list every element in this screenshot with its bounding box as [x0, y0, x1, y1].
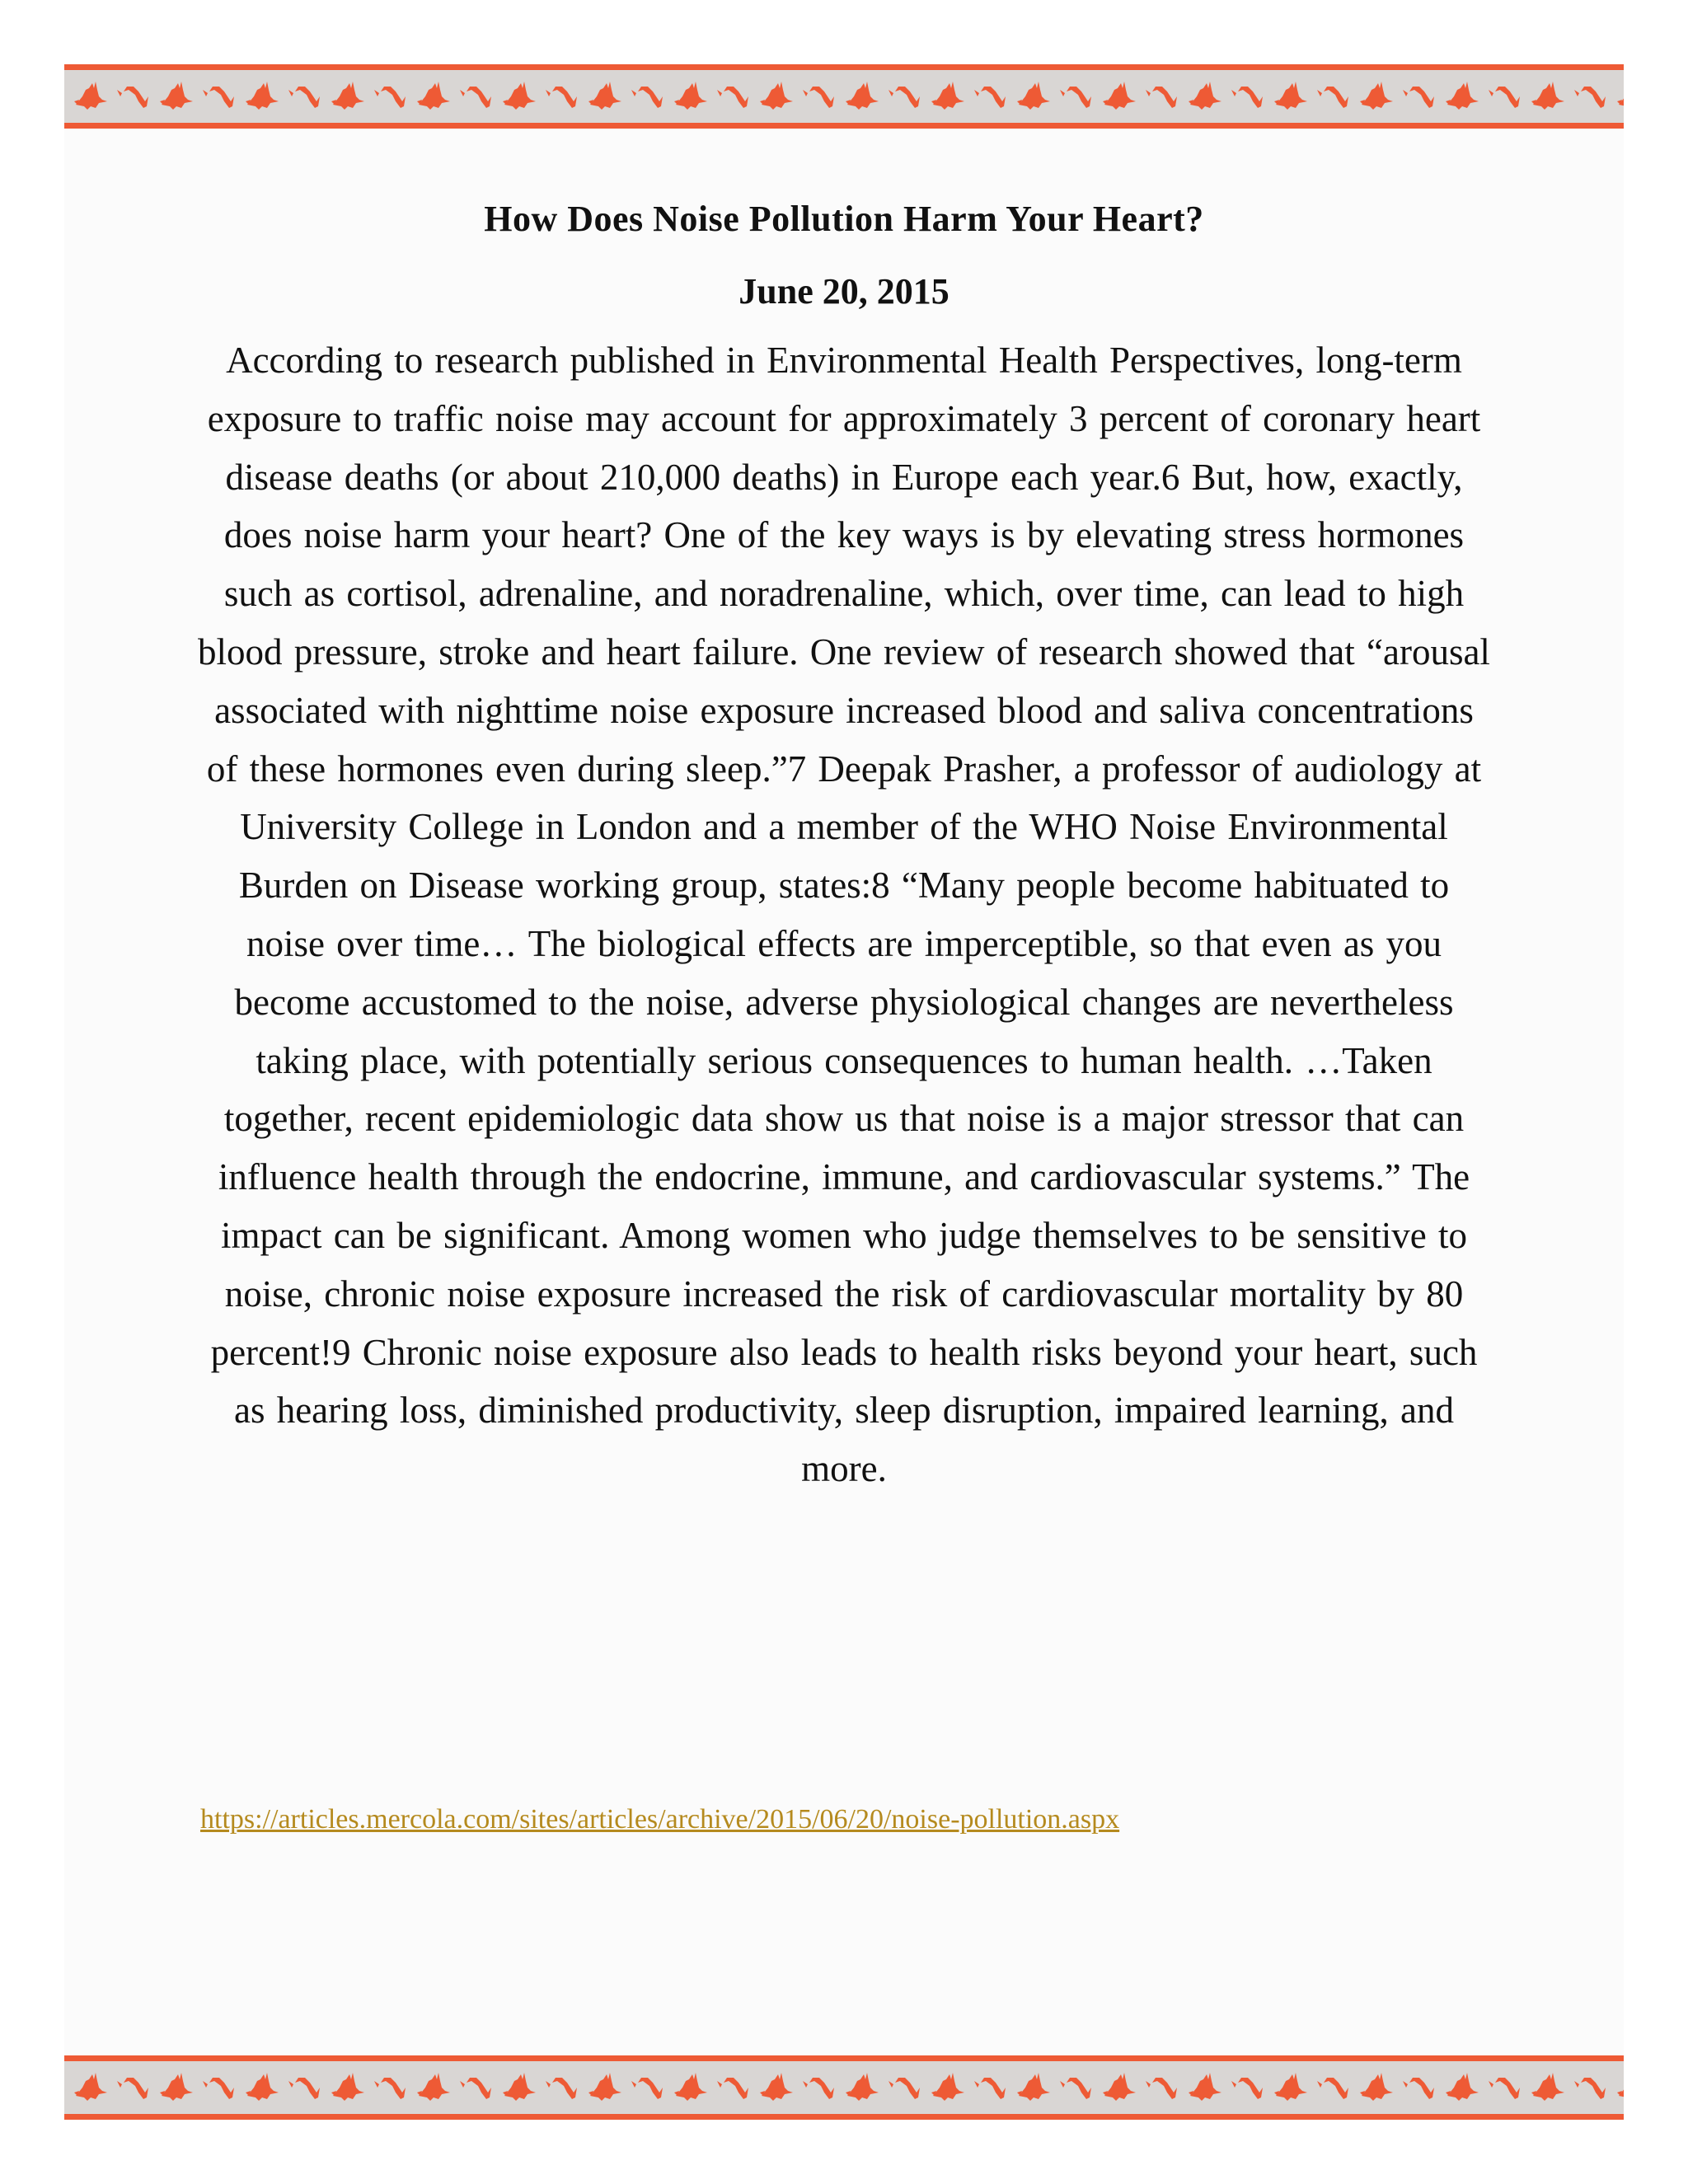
bird-pattern — [64, 2061, 1624, 2114]
bottom-decorative-border — [64, 2055, 1624, 2120]
article — [198, 198, 1490, 1498]
article-date: June 20, 2015 — [738, 271, 950, 312]
article-body: According to research published in Environmental Health Perspectives, long-term exposure to traffic noise may account for approximately 3 percent of coronary heart disease deaths (or about 210,000 deaths) in Europe each year.6 But, how, exactly, does noise harm your heart? One of the key ways is by elevating stress hormones such as cortisol, adrenaline, and noradrenaline, which, over time, can lead to high blood pressure, stroke and heart failure. One review of research showed that “arousal associated with nighttime noise exposure increased blood and saliva concentrations of these hormones even during sleep.”7 Deepak Prasher, a professor of audiology at University College in London and a member of the WHO Noise Environmental Burden on Disease working group, states:8 “Many people become habituated to noise over time… The biological effects are imperceptible, so that even as you become accustomed to the noise, adverse physiological changes are nevertheless taking place, with potentially serious consequences to human health. …Taken together, recent epidemiologic data show us that noise is a major stressor that can influence health through the endocrine, immune, and cardiovascular systems.” The impact can be significant. Among women who judge themselves to be sensitive to noise, chronic noise exposure increased the risk of cardiovascular mortality by 80 percent!9 Chronic noise exposure also leads to health risks beyond your heart, such as hearing loss, diminished productivity, sleep disruption, impaired learning, and more. — [198, 340, 1490, 1490]
top-decorative-border — [64, 64, 1624, 129]
article-title: How Does Noise Pollution Harm Your Heart? — [484, 199, 1204, 239]
bird-pattern — [64, 70, 1624, 123]
source-link[interactable]: https://articles.mercola.com/sites/articles/archive/2015/06/20/noise-pollution.aspx — [200, 1804, 1120, 1835]
